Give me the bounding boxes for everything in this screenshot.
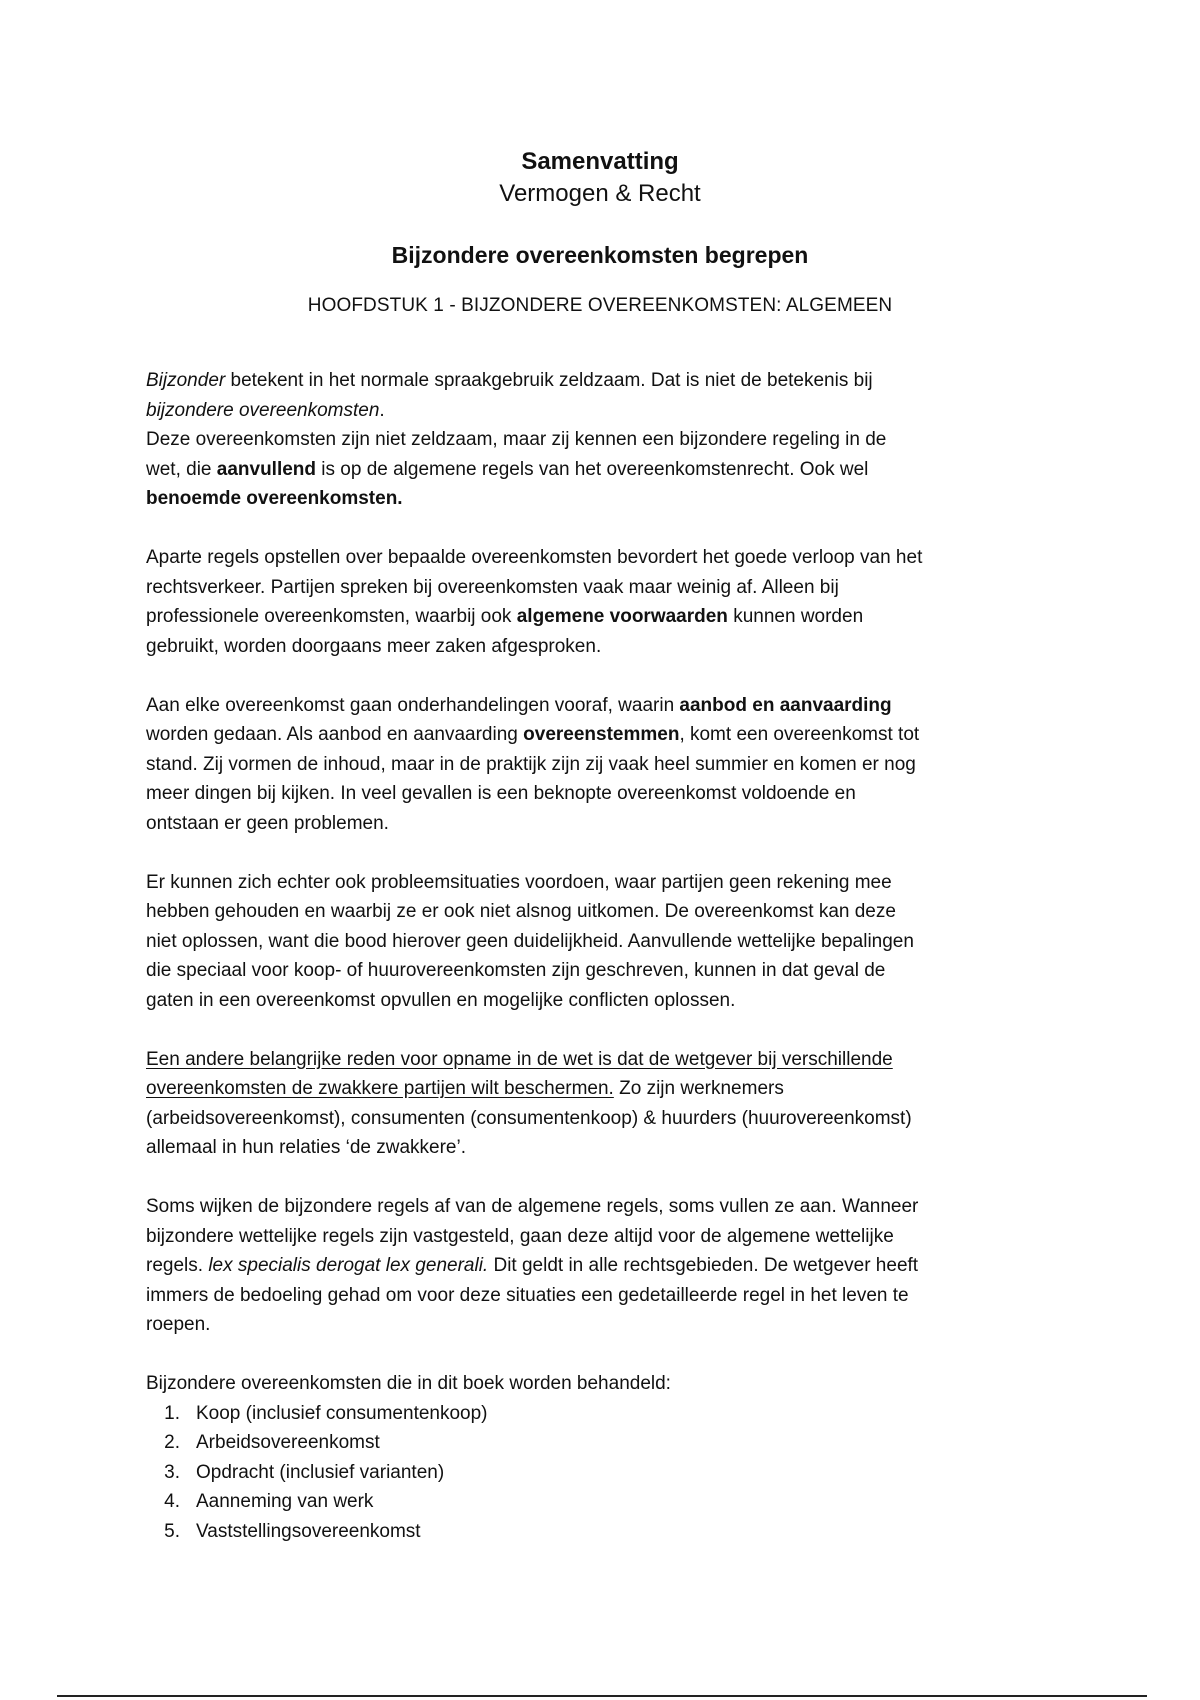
paragraph-line: Soms wijken de bijzondere regels af van de algemene regels, soms vullen ze aan. Wanneer xyxy=(146,1196,919,1217)
paragraph-line: roepen. xyxy=(146,1314,211,1335)
list-item-text: Opdracht (inclusief varianten) xyxy=(196,1461,445,1483)
paragraph-line: bijzondere wettelijke regels zijn vastgesteld, gaan deze altijd voor de algemene wettelijke xyxy=(146,1225,894,1247)
paragraph-7 xyxy=(146,1369,1066,1546)
bold-term: aanvullend xyxy=(216,458,317,480)
list-item-number: 2. xyxy=(164,1432,180,1453)
list-item-text: Aanneming van werk xyxy=(196,1491,374,1512)
page-bottom-divider xyxy=(57,1695,1147,1697)
paragraph-3 xyxy=(146,691,1066,839)
paragraph-line: gebruikt, worden doorgaans meer zaken afgesproken. xyxy=(146,635,602,657)
list-item-text: Koop (inclusief consumentenkoop) xyxy=(196,1402,488,1424)
paragraph-line: die speciaal voor koop- of huurovereenkomsten zijn geschreven, kunnen in dat geval de xyxy=(146,960,886,981)
paragraph-line: hebben gehouden en waarbij ze er ook niet alsnog uitkomen. De overeenkomst kan deze xyxy=(146,901,896,922)
list-item-number: 3. xyxy=(164,1461,180,1483)
paragraph-2 xyxy=(146,543,1066,661)
list-item xyxy=(146,1487,1066,1517)
list-item xyxy=(146,1517,1066,1547)
paragraph-line: worden gedaan. Als aanbod en aanvaarding overeenstemmen, komt een overeenkomst tot xyxy=(146,724,920,745)
paragraph-line: bijzondere overeenkomsten. xyxy=(146,399,385,421)
paragraph-line: Bijzonder betekent in het normale spraakgebruik zeldzaam. Dat is niet de betekenis bij xyxy=(146,370,873,391)
paragraph-line: immers de bedoeling gehad om voor deze situaties een gedetailleerde regel in het leven te xyxy=(146,1284,909,1306)
paragraph-line: niet oplossen, want die bood hierover geen duidelijkheid. Aanvullende wettelijke bepalingen xyxy=(146,930,914,952)
paragraph-line: rechtsverkeer. Partijen spreken bij overeenkomsten vaak maar weinig af. Alleen bij xyxy=(146,576,839,598)
paragraph-line: meer dingen bij kijken. In veel gevallen is een beknopte overeenkomst voldoende en xyxy=(146,783,856,804)
underlined-text: overeenkomsten de zwakkere partijen wilt beschermen. xyxy=(146,1078,614,1099)
paragraph-4 xyxy=(146,868,1066,1016)
italic-term: lex specialis derogat lex generali. xyxy=(208,1255,489,1276)
paragraph-line: Deze overeenkomsten zijn niet zeldzaam, maar zij kennen een bijzondere regeling in de xyxy=(146,429,887,450)
list-intro: Bijzondere overeenkomsten die in dit boek worden behandeld: xyxy=(146,1373,671,1394)
bold-term: benoemde overeenkomsten. xyxy=(146,488,403,509)
paragraph-line: gaten in een overeenkomst opvullen en mogelijke conflicten oplossen. xyxy=(146,989,736,1011)
paragraph-line: ontstaan er geen problemen. xyxy=(146,812,389,834)
paragraph-line: Aparte regels opstellen over bepaalde overeenkomsten bevordert het goede verloop van het xyxy=(146,547,923,568)
list-item-number: 1. xyxy=(164,1402,180,1424)
paragraph-line: stand. Zij vormen de inhoud, maar in de praktijk zijn zij vaak heel summier en komen er nog xyxy=(146,753,916,775)
paragraph-6 xyxy=(146,1192,1066,1340)
list-item-text: Vaststellingsovereenkomst xyxy=(196,1520,421,1542)
list-item-text: Arbeidsovereenkomst xyxy=(196,1432,380,1453)
list-item-number: 5. xyxy=(164,1520,180,1542)
paragraph-line: professionele overeenkomsten, waarbij ook algemene voorwaarden kunnen worden xyxy=(146,606,864,627)
paragraph-5 xyxy=(146,1045,1066,1163)
list-item xyxy=(146,1428,1066,1458)
underlined-text: Een andere belangrijke reden voor opname in de wet is dat de wetgever bij verschillende xyxy=(146,1048,893,1070)
paragraph-line: wet, die aanvullend is op de algemene regels van het overeenkomstenrecht. Ook wel xyxy=(146,458,869,480)
paragraph-line: regels. lex specialis derogat lex generali. Dit geldt in alle rechtsgebieden. De wetgever heeft xyxy=(146,1255,919,1276)
contracts-list xyxy=(146,1399,1066,1547)
list-item xyxy=(146,1458,1066,1488)
paragraph-line: allemaal in hun relaties ‘de zwakkere’. xyxy=(146,1137,466,1158)
document-title: Samenvatting xyxy=(521,148,679,175)
bold-term: algemene voorwaarden xyxy=(516,606,728,627)
italic-term: bijzondere overeenkomsten xyxy=(146,399,380,421)
paragraph-line: Aan elke overeenkomst gaan onderhandelingen vooraf, waarin aanbod en aanvaarding xyxy=(146,694,892,716)
paragraph-line: (arbeidsovereenkomst), consumenten (consumentenkoop) & huurders (huurovereenkomst) xyxy=(146,1107,912,1129)
list-item xyxy=(146,1399,1066,1429)
section-title: Bijzondere overeenkomsten begrepen xyxy=(391,242,809,268)
paragraph-line: overeenkomsten de zwakkere partijen wilt beschermen. Zo zijn werknemers xyxy=(146,1078,784,1099)
paragraph-line: Er kunnen zich echter ook probleemsituaties voordoen, waar partijen geen rekening mee xyxy=(146,871,892,893)
bold-term: overeenstemmen xyxy=(523,724,680,745)
paragraph-1 xyxy=(146,366,1066,514)
chapter-title: HOOFDSTUK 1 - BIJZONDERE OVEREENKOMSTEN: ALGEMEEN xyxy=(307,295,893,316)
document-body xyxy=(146,366,1066,1546)
paragraph-line xyxy=(146,1045,1066,1075)
document-subtitle: Vermogen & Recht xyxy=(499,180,701,207)
italic-term: Bijzonder xyxy=(146,370,226,391)
bold-term: aanbod en aanvaarding xyxy=(679,694,892,716)
list-item-number: 4. xyxy=(164,1491,180,1512)
paragraph-line xyxy=(146,484,1066,514)
document-header xyxy=(0,148,1200,318)
